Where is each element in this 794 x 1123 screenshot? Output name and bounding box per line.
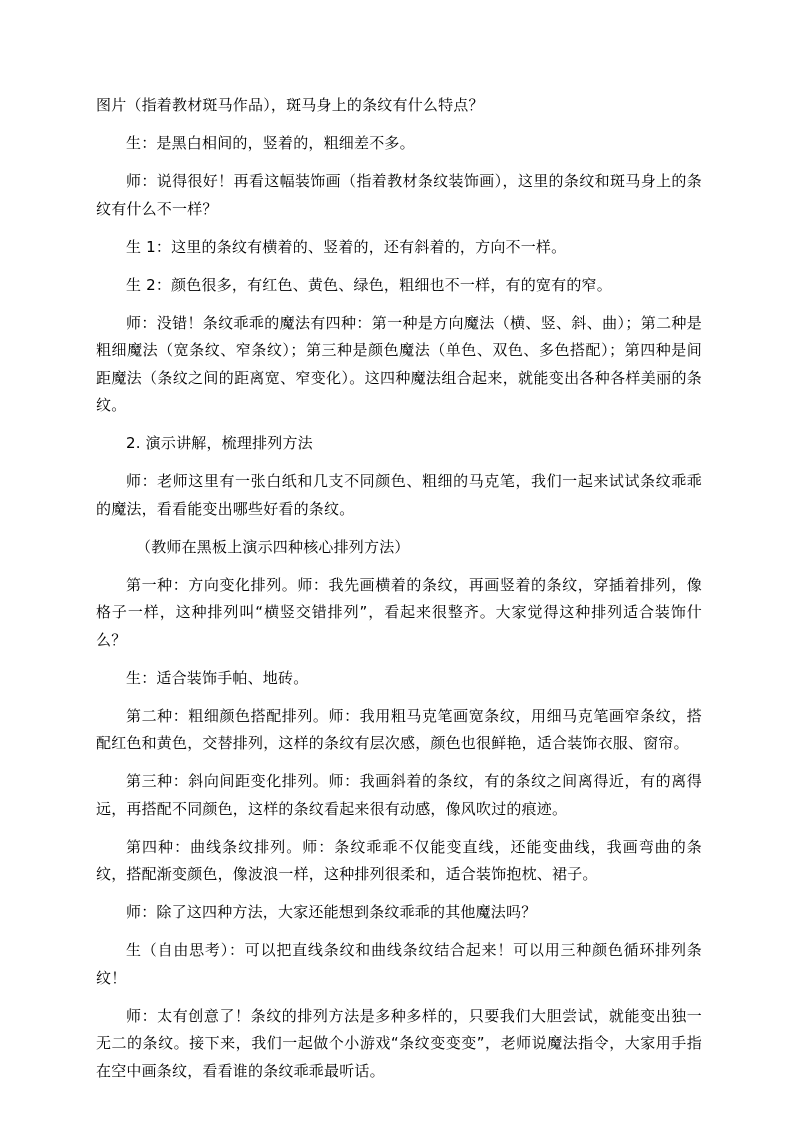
paragraph-17: 师：太有创意了！条纹的排列方法是多种多样的，只要我们大胆尝试，就能变出独一无二的条纹。接下来，我们一起做个小游戏“条纹变变变”，老师说魔法指令，大家用手指在空中画条纹，看看谁的条纹乖乖最听话。 bbox=[96, 1006, 702, 1080]
paragraph-16: 生（自由思考）：可以把直线条纹和曲线条纹结合起来！可以用三种颜色循环排列条纹！ bbox=[96, 941, 702, 987]
paragraph-5: 生 2：颜色很多，有红色、黄色、绿色，粗细也不一样，有的宽有的窄。 bbox=[126, 275, 612, 294]
stage-direction: （教师在黑板上演示四种核心排列方法） bbox=[136, 537, 410, 556]
paragraph-14: 第四种：曲线条纹排列。师：条纹乖乖不仅能变直线，还能变曲线，我画弯曲的条纹，搭配渐变颜色，像波浪一样，这种排列很柔和，适合装饰抱枕、裙子。 bbox=[96, 837, 702, 883]
paragraph-8: 师：老师这里有一张白纸和几支不同颜色、粗细的马克笔，我们一起来试试条纹乖乖的魔法，看看能变出哪些好看的条纹。 bbox=[96, 472, 702, 518]
document-page bbox=[96, 92, 702, 1096]
paragraph-2: 生：是黑白相间的，竖着的，粗细差不多。 bbox=[126, 134, 415, 152]
paragraph-6: 师：没错！条纹乖乖的魔法有四种：第一种是方向魔法（横、竖、斜、曲）；第二种是粗细魔法（宽条纹、窄条纹）；第三种是颜色魔法（单色、双色、多色搭配）；第四种是间距魔法（条纹之间的距离宽、窄变化）。这四种魔法组合起来，就能变出各种各样美丽的条纹。 bbox=[96, 313, 702, 414]
paragraph-3: 师：说得很好！再看这幅装饰画（指着教材条纹装饰画），这里的条纹和斑马身上的条纹有什么不一样？ bbox=[96, 172, 702, 218]
paragraph-15: 师：除了这四种方法，大家还能想到条纹乖乖的其他魔法吗？ bbox=[126, 903, 537, 921]
paragraph-11: 生：适合装饰手帕、地砖。 bbox=[126, 668, 309, 687]
paragraph-13: 第三种：斜向间距变化排列。师：我画斜着的条纹，有的条纹之间离得近，有的离得远，再搭配不同颜色，这样的条纹看起来很有动感，像风吹过的痕迹。 bbox=[96, 772, 702, 818]
paragraph-4: 生 1：这里的条纹有横着的、竖着的，还有斜着的，方向不一样。 bbox=[126, 237, 567, 256]
paragraph-12: 第二种：粗细颜色搭配排列。师：我用粗马克笔画宽条纹，用细马克笔画窄条纹，搭配红色和黄色，交替排列，这样的条纹有层次感，颜色也很鲜艳，适合装饰衣服、窗帘。 bbox=[96, 706, 702, 752]
paragraph-10: 第一种：方向变化排列。师：我先画横着的条纹，再画竖着的条纹，穿插着排列，像格子一样，这种排列叫“横竖交错排列”，看起来很整齐。大家觉得这种排列适合装饰什么？ bbox=[96, 575, 702, 649]
section-heading: 2. 演示讲解，梳理排列方法 bbox=[126, 434, 313, 452]
paragraph-1: 图片（指着教材斑马作品），斑马身上的条纹有什么特点？ bbox=[96, 96, 484, 114]
